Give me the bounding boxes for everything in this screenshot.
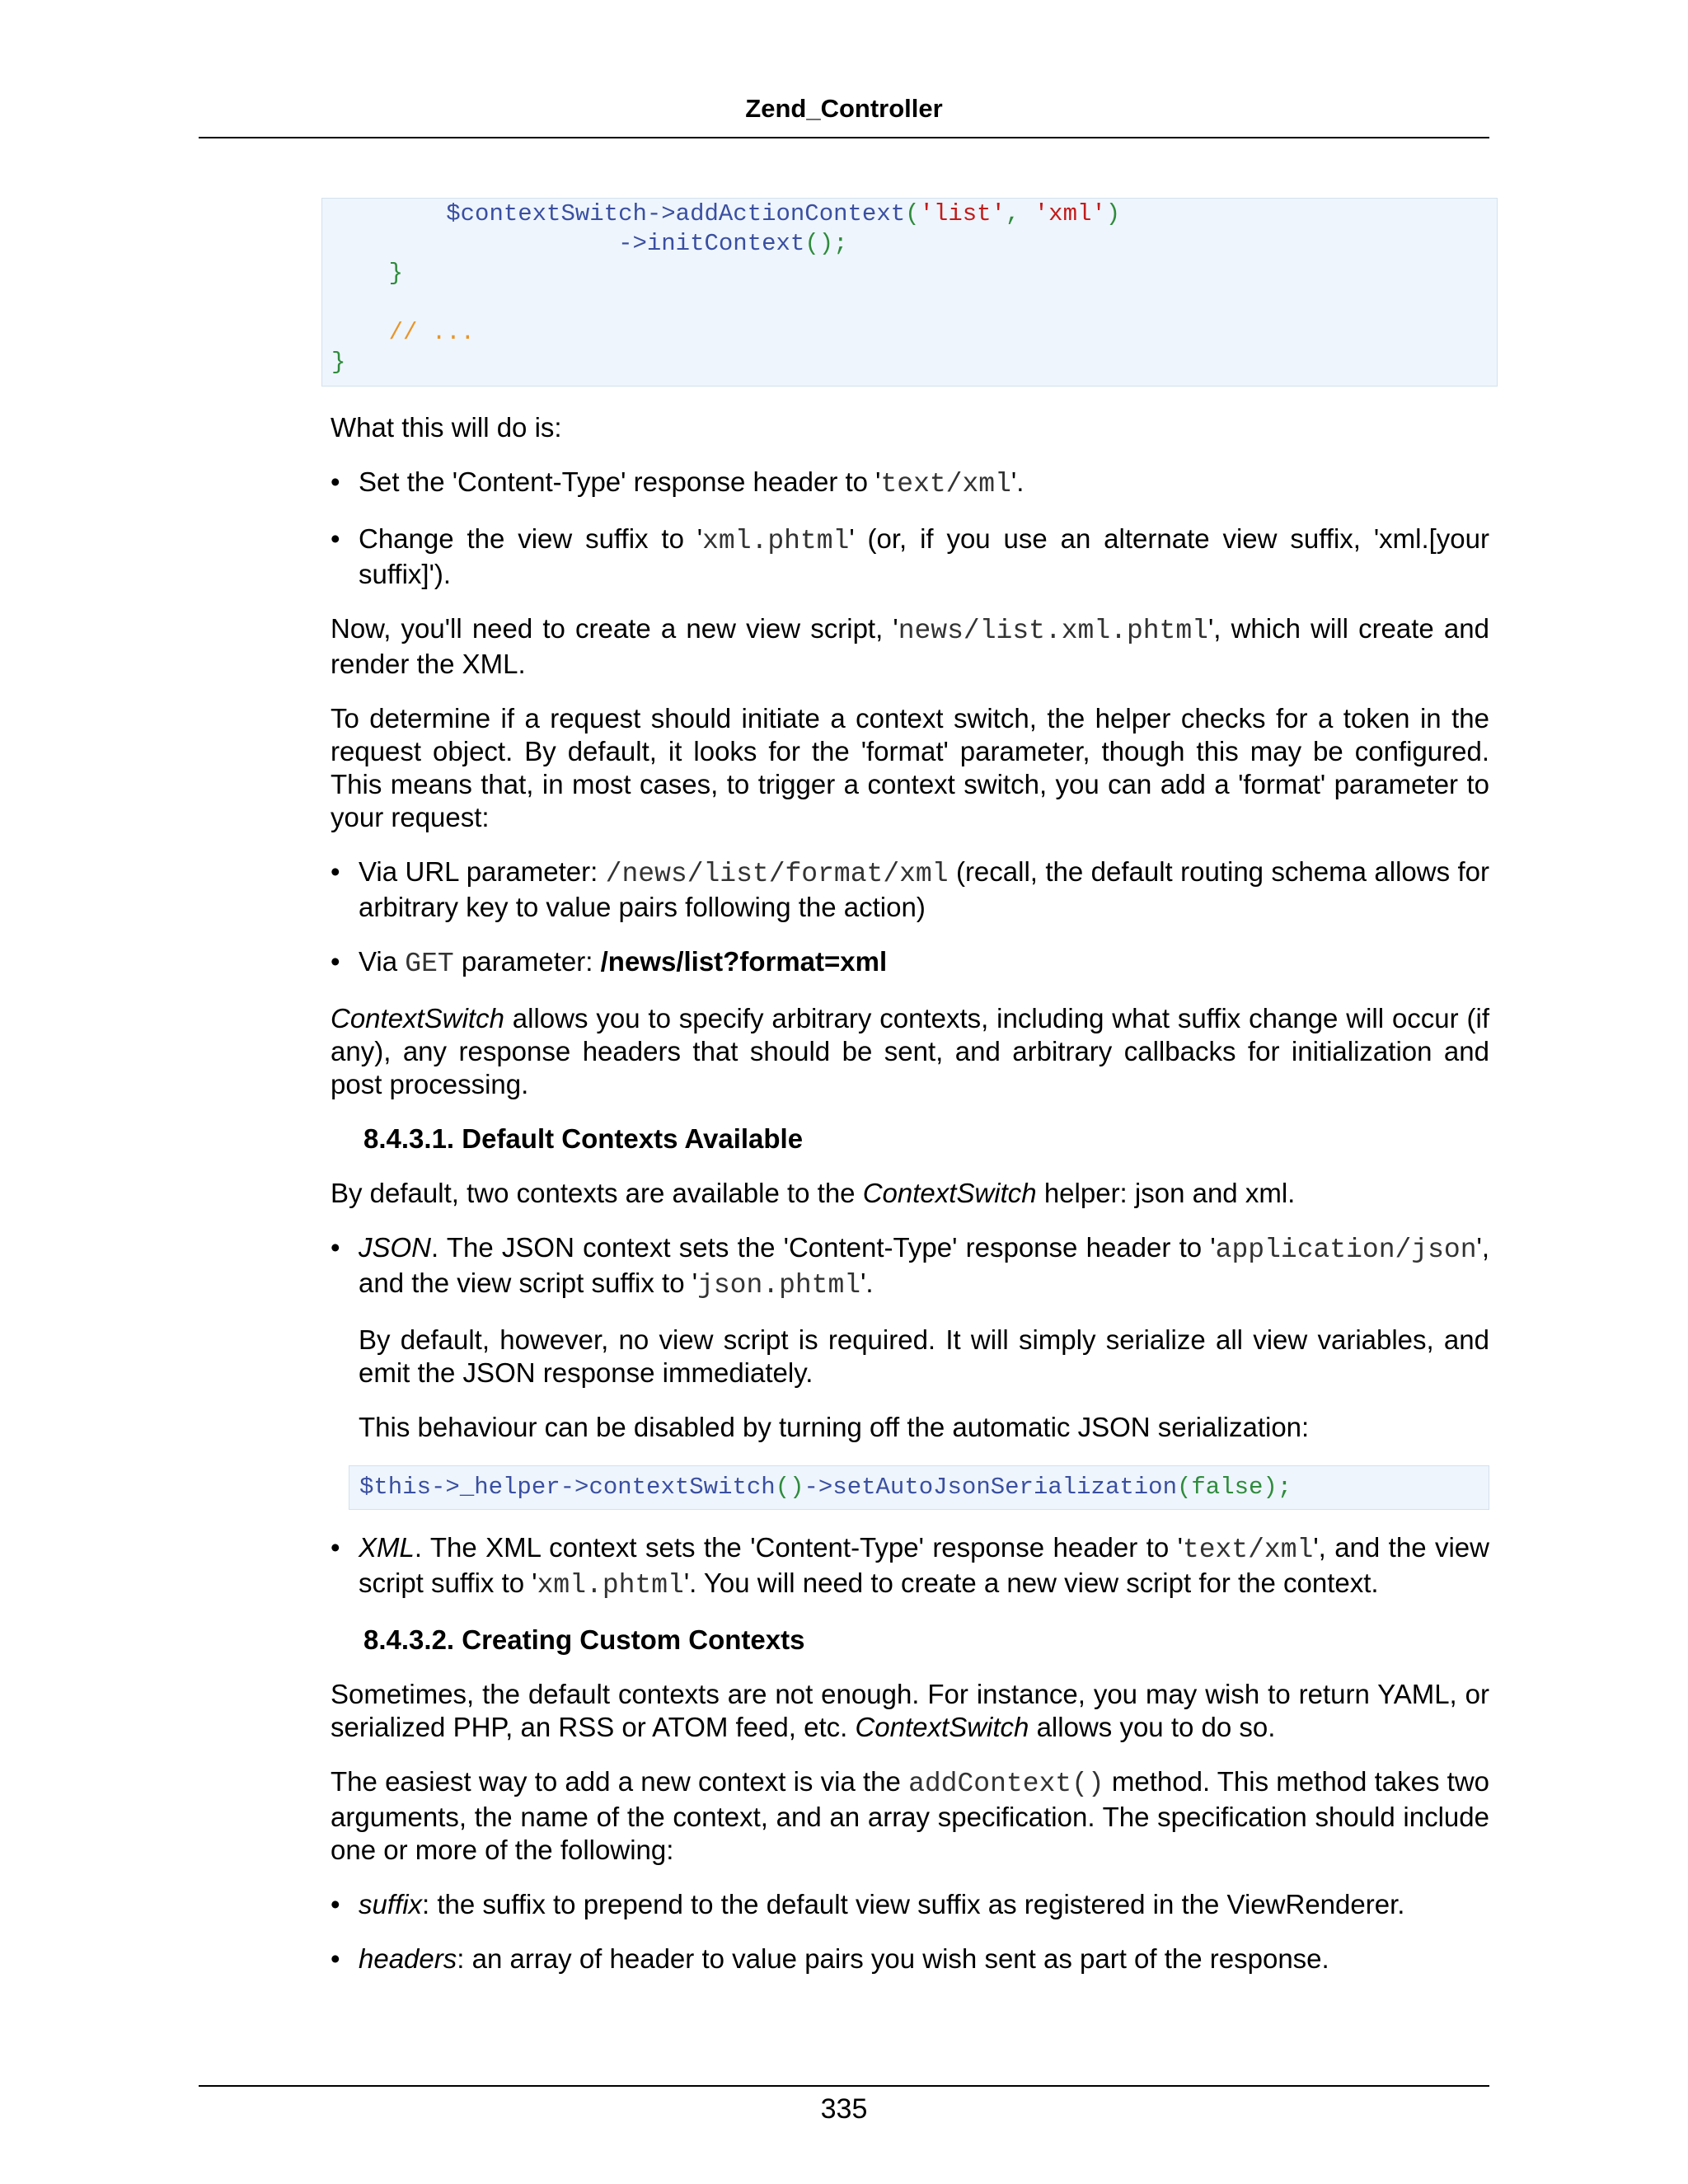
- page-content: [331, 198, 1489, 1975]
- list-item: • JSON. The JSON context sets the 'Content-Type' response header to 'application/json', and the view script suffix to 'json.phtml'. By default, however, no view script is required. It will simply serialize all view variables, and emit the JSON response immediately. This behaviour can be disabled by turning off the automatic JSON serialization:: [331, 1231, 1489, 1444]
- paragraph-view-script: Now, you'll need to create a new view script, 'news/list.xml.phtml', which will create and render the XML.: [331, 613, 1489, 679]
- json-note: This behaviour can be disabled by turning off the automatic JSON serialization:: [359, 1412, 1310, 1442]
- page-number: 335: [820, 2093, 868, 2125]
- paragraph-custom: Sometimes, the default contexts are not enough. For instance, you may wish to return YAML, or serialized PHP, an RSS or ATOM feed, etc. ContextSwitch allows you to do so.: [331, 1679, 1489, 1742]
- paragraph-default-contexts: By default, two contexts are available to the ContextSwitch helper: json and xml.: [331, 1178, 1296, 1208]
- spec-list: [331, 1888, 1489, 1975]
- trigger-list: [331, 855, 1489, 981]
- json-note: By default, however, no view script is required. It will simply serialize all view variables, and emit the JSON response immediately.: [359, 1324, 1489, 1388]
- list-item: • Change the view suffix to 'xml.phtml' (or, if you use an alternate view suffix, 'xml.[your suffix]').: [331, 523, 1489, 591]
- contexts-list: [331, 1231, 1489, 1444]
- footer-rule: [199, 2085, 1489, 2087]
- code-block-json: $this->_helper->contextSwitch()->setAutoJsonSerialization(false);: [349, 1465, 1489, 1510]
- list-item: • headers: an array of header to value pairs you wish sent as part of the response.: [331, 1943, 1489, 1975]
- section-heading: 8.4.3.2. Creating Custom Contexts: [363, 1624, 805, 1655]
- paragraph-contextswitch: ContextSwitch allows you to specify arbitrary contexts, including what suffix change will occur (if any), any response headers that should be sent, and arbitrary callbacks for initialization and post processing.: [331, 1003, 1489, 1099]
- list-item: • Set the 'Content-Type' response header to 'text/xml'.: [331, 466, 1489, 501]
- section-heading: 8.4.3.1. Default Contexts Available: [363, 1123, 804, 1154]
- code-comment: // ...: [331, 319, 476, 346]
- header-rule: [199, 137, 1489, 138]
- list-item: • suffix: the suffix to prepend to the default view suffix as registered in the ViewRenderer.: [331, 1888, 1489, 1921]
- code-block-top: $contextSwitch->addActionContext('list', 'xml') ->initContext(); } // ... }: [321, 198, 1498, 387]
- contexts-list-xml: [331, 1531, 1489, 1602]
- code-token: $contextSwitch->addActionContext: [446, 200, 906, 227]
- intro-text: What this will do is:: [331, 412, 562, 443]
- paragraph-addcontext: The easiest way to add a new context is via the addContext() method. This method takes two arguments, the name of the context, and an array specification. The specification should include one or more of the following:: [331, 1766, 1490, 1865]
- list-item: • XML. The XML context sets the 'Content-Type' response header to 'text/xml', and the view script suffix to 'xml.phtml'. You will need to create a new view script for the context.: [331, 1531, 1489, 1602]
- paragraph-determine: To determine if a request should initiate a context switch, the helper checks for a token in the request object. By default, it looks for the 'format' parameter, though this may be configured. This means that, in most cases, to trigger a context switch, you can add a 'format' parameter to your request:: [331, 703, 1489, 832]
- result-list: [331, 466, 1489, 591]
- list-item: • Via URL parameter: /news/list/format/xml (recall, the default routing schema allows for arbitrary key to value pairs following the action): [331, 855, 1489, 924]
- page-header-title: Zend_Controller: [745, 94, 943, 123]
- list-item: • Via GET parameter: /news/list?format=xml: [331, 945, 1489, 981]
